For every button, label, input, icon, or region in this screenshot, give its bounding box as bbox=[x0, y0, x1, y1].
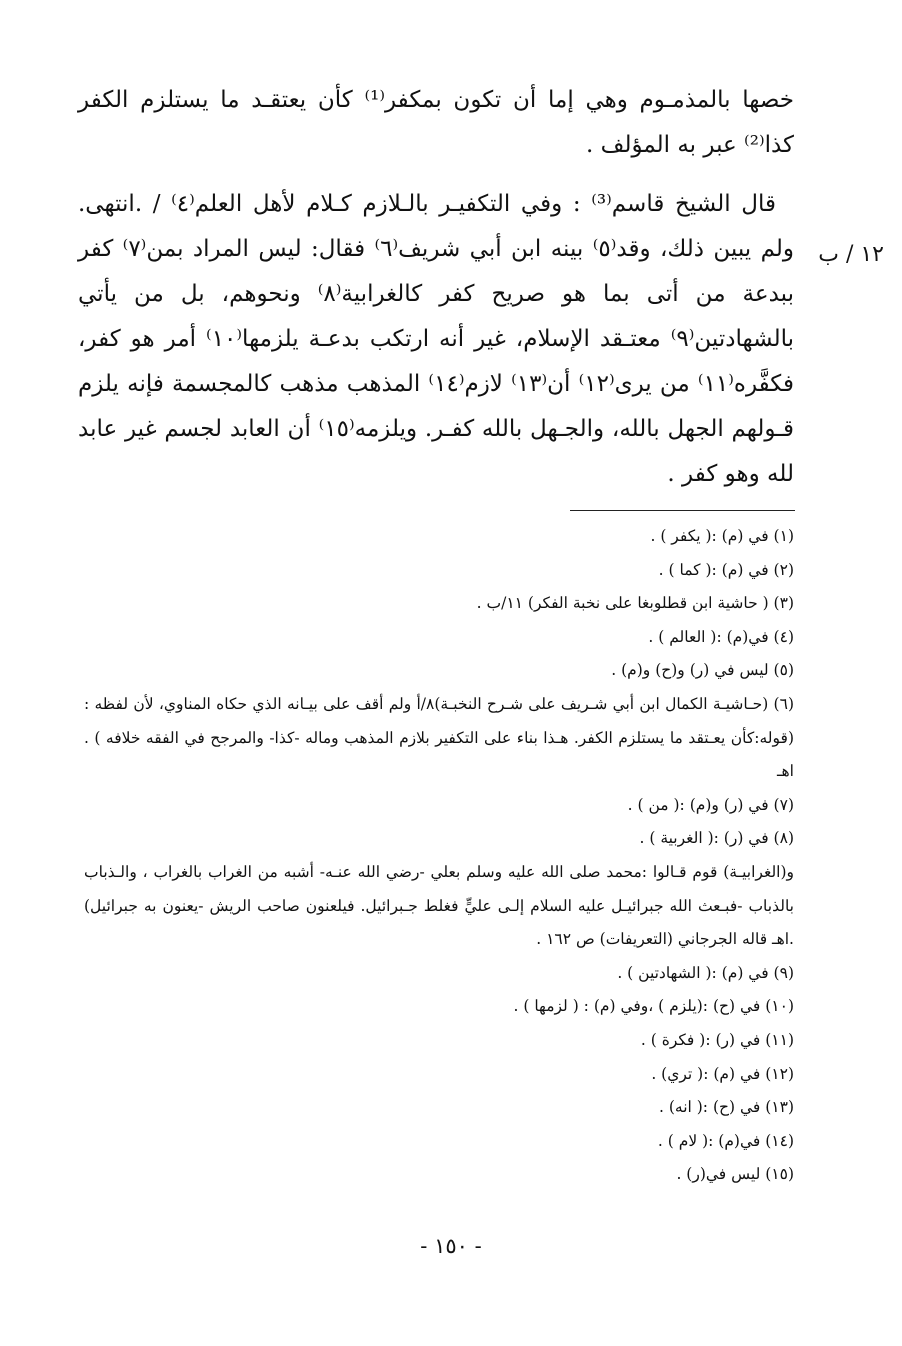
footnote-5: (٥) ليس في (ر) و(ح) و(م) . bbox=[611, 661, 794, 680]
footnote-6: (٦) (حـاشيـة الكمال ابن أبي شـريف على شـرح النخبـة)٨/أ ولم أقف على بيـانه الذي حكاه المناوي، لأن لفظه :(قوله:كأن يعـتقد ما يستلزم الكفر. هـذا بناء على التكفير بلازم المذهب وماله -كذا- والمرجح في الفقه خلافه ) . اهـ bbox=[84, 694, 794, 781]
footnote-10: (١٠) في (ح) :(يلزم ) ،وفي (م) : ( لزمها ) . bbox=[513, 997, 794, 1016]
footnote-4: (٤) في(م) :( العالم ) . bbox=[648, 627, 794, 646]
footnote-8-note: و(الغرابيـة) قوم قـالوا :محمد صلى الله عليه وسلم بعلي -رضي الله عنـه- أشبه من الغراب بالغراب ، والـذباب بالذباب -فبـعث الله جبرائيـل عليه السلام إلـى عليٍّ فغلط جـبرائيل. فيلعنون صاحب الريش -يعنون به جبرائيل) .اهـ قاله الجرجاني (التعريفات) ص ١٦٢ . bbox=[84, 862, 794, 949]
paragraph-1: خصها بالمذمـوم وهي إما أن تكون بمكفر⁽¹⁾ كأن يعتقـد ما يستلزم الكفر كذا⁽²⁾ عبر به المؤلف . bbox=[78, 87, 795, 158]
footnote-12: (١٢) في (م) :( تري) . bbox=[651, 1064, 794, 1083]
footnote-3: (٣) ( حاشية ابن قطلوبغا على نخبة الفكر) ١١/ب . bbox=[476, 594, 794, 613]
footnotes bbox=[84, 520, 794, 1192]
footnote-11: (١١) في (ر) :( فكرة ) . bbox=[640, 1030, 794, 1049]
footnote-separator bbox=[570, 510, 795, 511]
footnote-15: (١٥) ليس في(ر) . bbox=[676, 1165, 794, 1184]
main-text bbox=[78, 78, 794, 497]
footnote-1: (١) في (م) :( يكفر ) . bbox=[650, 527, 794, 545]
margin-folio-note: ١٢ / ب bbox=[818, 242, 884, 267]
footnote-13: (١٣) في (ح) :( انه) . bbox=[658, 1098, 794, 1117]
paragraph-2: قال الشيخ قاسم⁽³⁾ : وفي التكفيـر بالـلازم كـلام لأهل العلم⁽٤⁾ / .انتهى. ولم يبين ذلك، وقد⁽٥⁾ بينه ابن أبي شريف⁽٦⁾ فقال: ليس المراد بمن⁽٧⁾ كفر ببدعة من أتى بما هو صريح كفر كالغرابية⁽٨⁾ ونحوهم، بل من يأتي بالشهادتين⁽٩⁾ معتـقد الإسلام، غير أنه ارتكب بدعـة يلزمها⁽١٠⁾ أمر هو كفر، فكفَّره⁽١١⁾ من يرى⁽١٢⁾ أن⁽١٣⁾ لازم⁽١٤⁾ المذهب مذهب كالمجسمة فإنه يلزم قـولهم الجهل بالله، والجـهل بالله كفـر. ويلزمه⁽١٥⁾ أن العابد لجسم غير عابد لله وهو كفر . bbox=[78, 191, 795, 487]
footnote-14: (١٤) في(م) :( لام ) . bbox=[657, 1131, 794, 1150]
footnote-2: (٢) في (م) :( كما ) . bbox=[658, 560, 794, 579]
footnote-7: (٧) في (ر) و(م) :( من ) . bbox=[627, 795, 794, 814]
page-number: - ١٥٠ - bbox=[420, 1234, 482, 1258]
footnote-8: (٨) في (ر) :( الغربية ) . bbox=[639, 829, 794, 848]
footnote-9: (٩) في (م) :( الشهادتين ) . bbox=[617, 963, 794, 982]
